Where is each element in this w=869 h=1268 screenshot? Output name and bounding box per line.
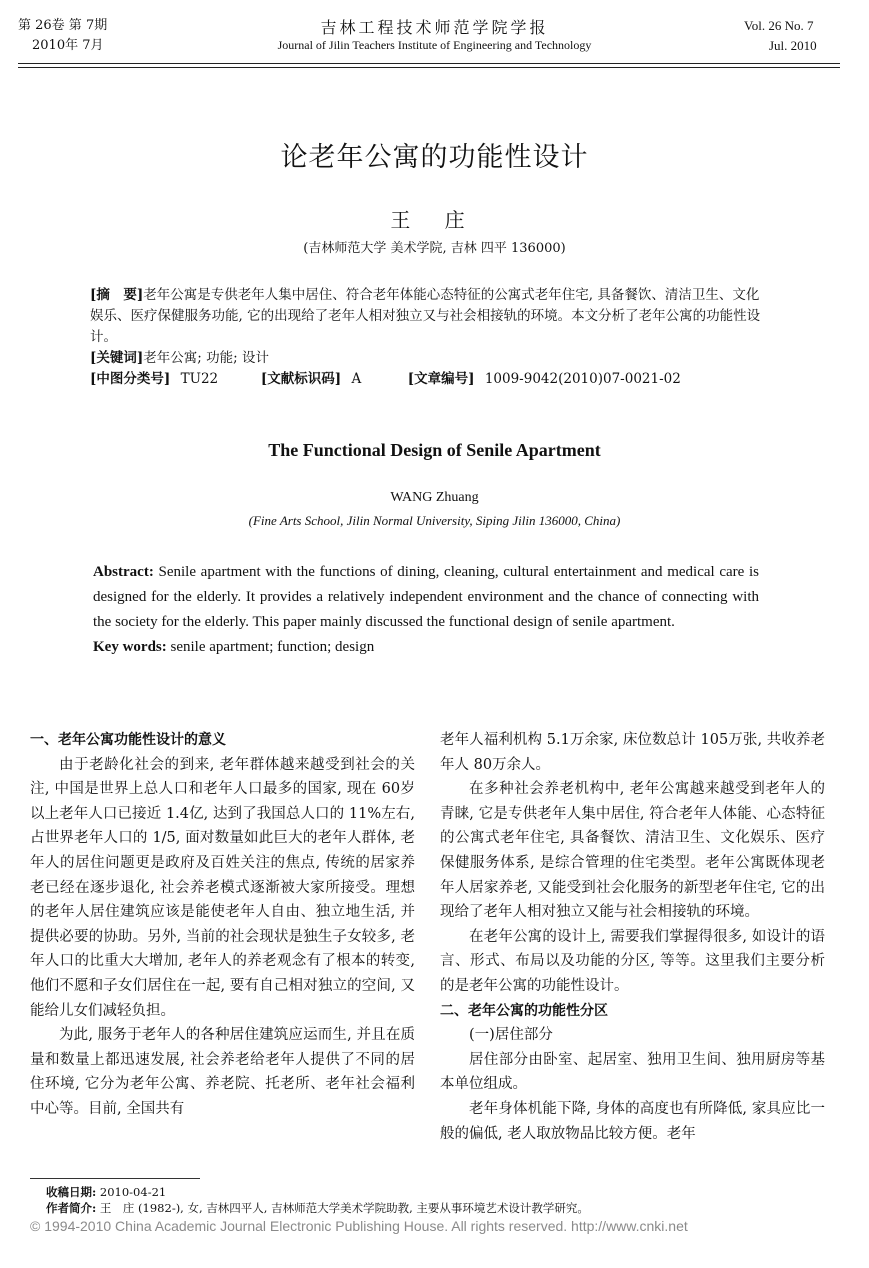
classification-line xyxy=(90,369,770,390)
english-abstract-label: Abstract: xyxy=(93,564,154,580)
chinese-abstract-block xyxy=(90,285,770,390)
volume-date: Jul. 2010 xyxy=(769,38,817,53)
issue-date: 2010年 7月 xyxy=(32,38,104,53)
abstract-text: 老年公寓是专供老年人集中居住、符合老年体能心态特征的公寓式老年住宅, 具备餐饮、清洁卫生、文化娱乐、医疗保健服务功能, 它的出现给了老年人相对独立又与社会相接轨的环境。本文分析了老年公寓的功能性设计。 xyxy=(90,287,761,345)
section-heading: 一、老年公寓功能性设计的意义 xyxy=(30,732,226,748)
article-no-label: [文章编号] xyxy=(407,371,475,387)
journal-title-en: Journal of Jilin Teachers Institute of Engineering and Technology xyxy=(277,38,592,52)
english-abstract xyxy=(93,560,759,635)
keywords-line xyxy=(90,348,770,369)
english-affiliation: (Fine Arts School, Jilin Normal University, Siping Jilin 136000, China) xyxy=(248,513,621,528)
body-paragraph: 在多种社会养老机构中, 老年公寓越来越受到老年人的青睐, 它是专供老年人集中居住, 符合老年人体能、心态特征的公寓式老年住宅, 具备餐饮、清洁卫生、文化娱乐、医疗保健服务体系, 是综合管理的住宅类型。老年公寓既体现老年人居家养老, 又能受到社会化服务的新型老年住宅, 它的出现给了老年人相对独立又能与社会相接轨的环境。 xyxy=(440,781,825,921)
footnote-author xyxy=(46,1200,589,1216)
footnote-rule xyxy=(30,1178,200,1179)
body-paragraph: 由于老龄化社会的到来, 老年群体越来越受到社会的关注, 中国是世界上总人口和老年人口最多的国家, 现在 60岁以上老年人口已接近 1.4亿, 达到了我国总人口的 11%左右, 占世界老年人口的 1/5, 面对数量如此巨大的老年人群体, 老年人的居住问题更是政府及百姓关注的焦点, 传统的居家养老已经在逐步退化, 社会养老模式逐渐被大家所接受。理想的老年人居住建筑应该是能使老年人自由、独立地生活, 并提供必要的协助。另外, 当前的社会现状是独生子女较多, 老年人口的比重大大增加, 老年人的养老观念有了根本的转变, 他们不愿和子女们居住在一起, 要有自己相对独立的空间, 又能给儿女们减轻负担。 xyxy=(30,756,415,1019)
article-title: 论老年公寓的功能性设计 xyxy=(280,142,589,173)
english-abstract-text: Senile apartment with the functions of dining, cleaning, cultural entertainment and medical care is designed for the elderly. It provides a relatively independent environment and the chance of connecting with the society for the elderly. This paper mainly discussed the functional design of senile apartment. xyxy=(93,564,759,630)
header-rule-thin xyxy=(18,67,840,68)
body-paragraph: 为此, 服务于老年人的各种居住建筑应运而生, 并且在质量和数量上都迅速发展, 社会养老给老年人提供了不同的居住环境, 它分为老年公寓、养老院、托老所、老年社会福利中心等。目前, 全国共有 xyxy=(30,1027,415,1117)
issue-label: 第 26卷 第 7期 xyxy=(18,18,108,33)
keywords-label: [关键词] xyxy=(90,350,144,366)
article-no-value: 1009-9042(2010)07-0021-02 xyxy=(484,371,681,387)
keywords-text: 老年公寓; 功能; 设计 xyxy=(143,350,269,366)
article-affiliation: (吉林师范大学 美术学院, 吉林 四平 136000) xyxy=(303,241,566,256)
copyright-notice: © 1994-2010 China Academic Journal Electronic Publishing House. All rights reserved. http://www.cnki.net xyxy=(30,1218,688,1234)
body-column-left xyxy=(30,728,415,1122)
author-bio-label: 作者简介: xyxy=(46,1201,97,1215)
section-heading: 二、老年公寓的功能性分区 xyxy=(440,1002,608,1019)
author-bio-value: 王 庄 (1982-), 女, 吉林四平人, 吉林师范大学美术学院助教, 主要从事环境艺术设计教学研究。 xyxy=(99,1201,589,1215)
doc-code-value: A xyxy=(351,371,362,387)
abstract-label: [摘 要] xyxy=(90,287,144,303)
clc-value: TU22 xyxy=(180,371,219,387)
english-keywords-text: senile apartment; function; design xyxy=(170,639,375,655)
subsection-heading: (一)居住部分 xyxy=(469,1027,553,1044)
doc-code-label: [文献标识码] xyxy=(260,371,342,387)
english-keywords-label: Key words: xyxy=(93,639,167,655)
volume-label: Vol. 26 No. 7 xyxy=(744,18,814,33)
body-paragraph-continued: 老年人福利机构 5.1万余家, 床位数总计 105万张, 共收养老年人 80万余人。 xyxy=(440,732,825,773)
english-keywords xyxy=(93,635,759,660)
received-value: 2010-04-21 xyxy=(99,1185,167,1199)
body-paragraph: 老年身体机能下降, 身体的高度也有所降低, 家具应比一般的偏低, 老人取放物品比较方便。老年 xyxy=(440,1100,825,1142)
body-paragraph: 居住部分由卧室、起居室、独用卫生间、独用厨房等基本单位组成。 xyxy=(440,1051,825,1093)
footnote-received xyxy=(46,1184,166,1200)
header-rule xyxy=(18,63,840,64)
article-author: 王 庄 xyxy=(390,208,479,232)
english-title: The Functional Design of Senile Apartment xyxy=(268,440,601,460)
english-abstract-block xyxy=(93,560,759,660)
abstract-paragraph xyxy=(90,285,770,348)
clc-label: [中图分类号] xyxy=(90,371,171,387)
body-column-right xyxy=(440,728,825,1146)
english-author: WANG Zhuang xyxy=(390,490,479,505)
journal-title-cn: 吉林工程技术师范学院学报 xyxy=(320,18,549,37)
received-label: 收稿日期: xyxy=(46,1185,97,1199)
body-paragraph: 在老年公寓的设计上, 需要我们掌握得很多, 如设计的语言、形式、布局以及功能的分区, 等等。这里我们主要分析的是老年公寓的功能性设计。 xyxy=(440,928,825,994)
